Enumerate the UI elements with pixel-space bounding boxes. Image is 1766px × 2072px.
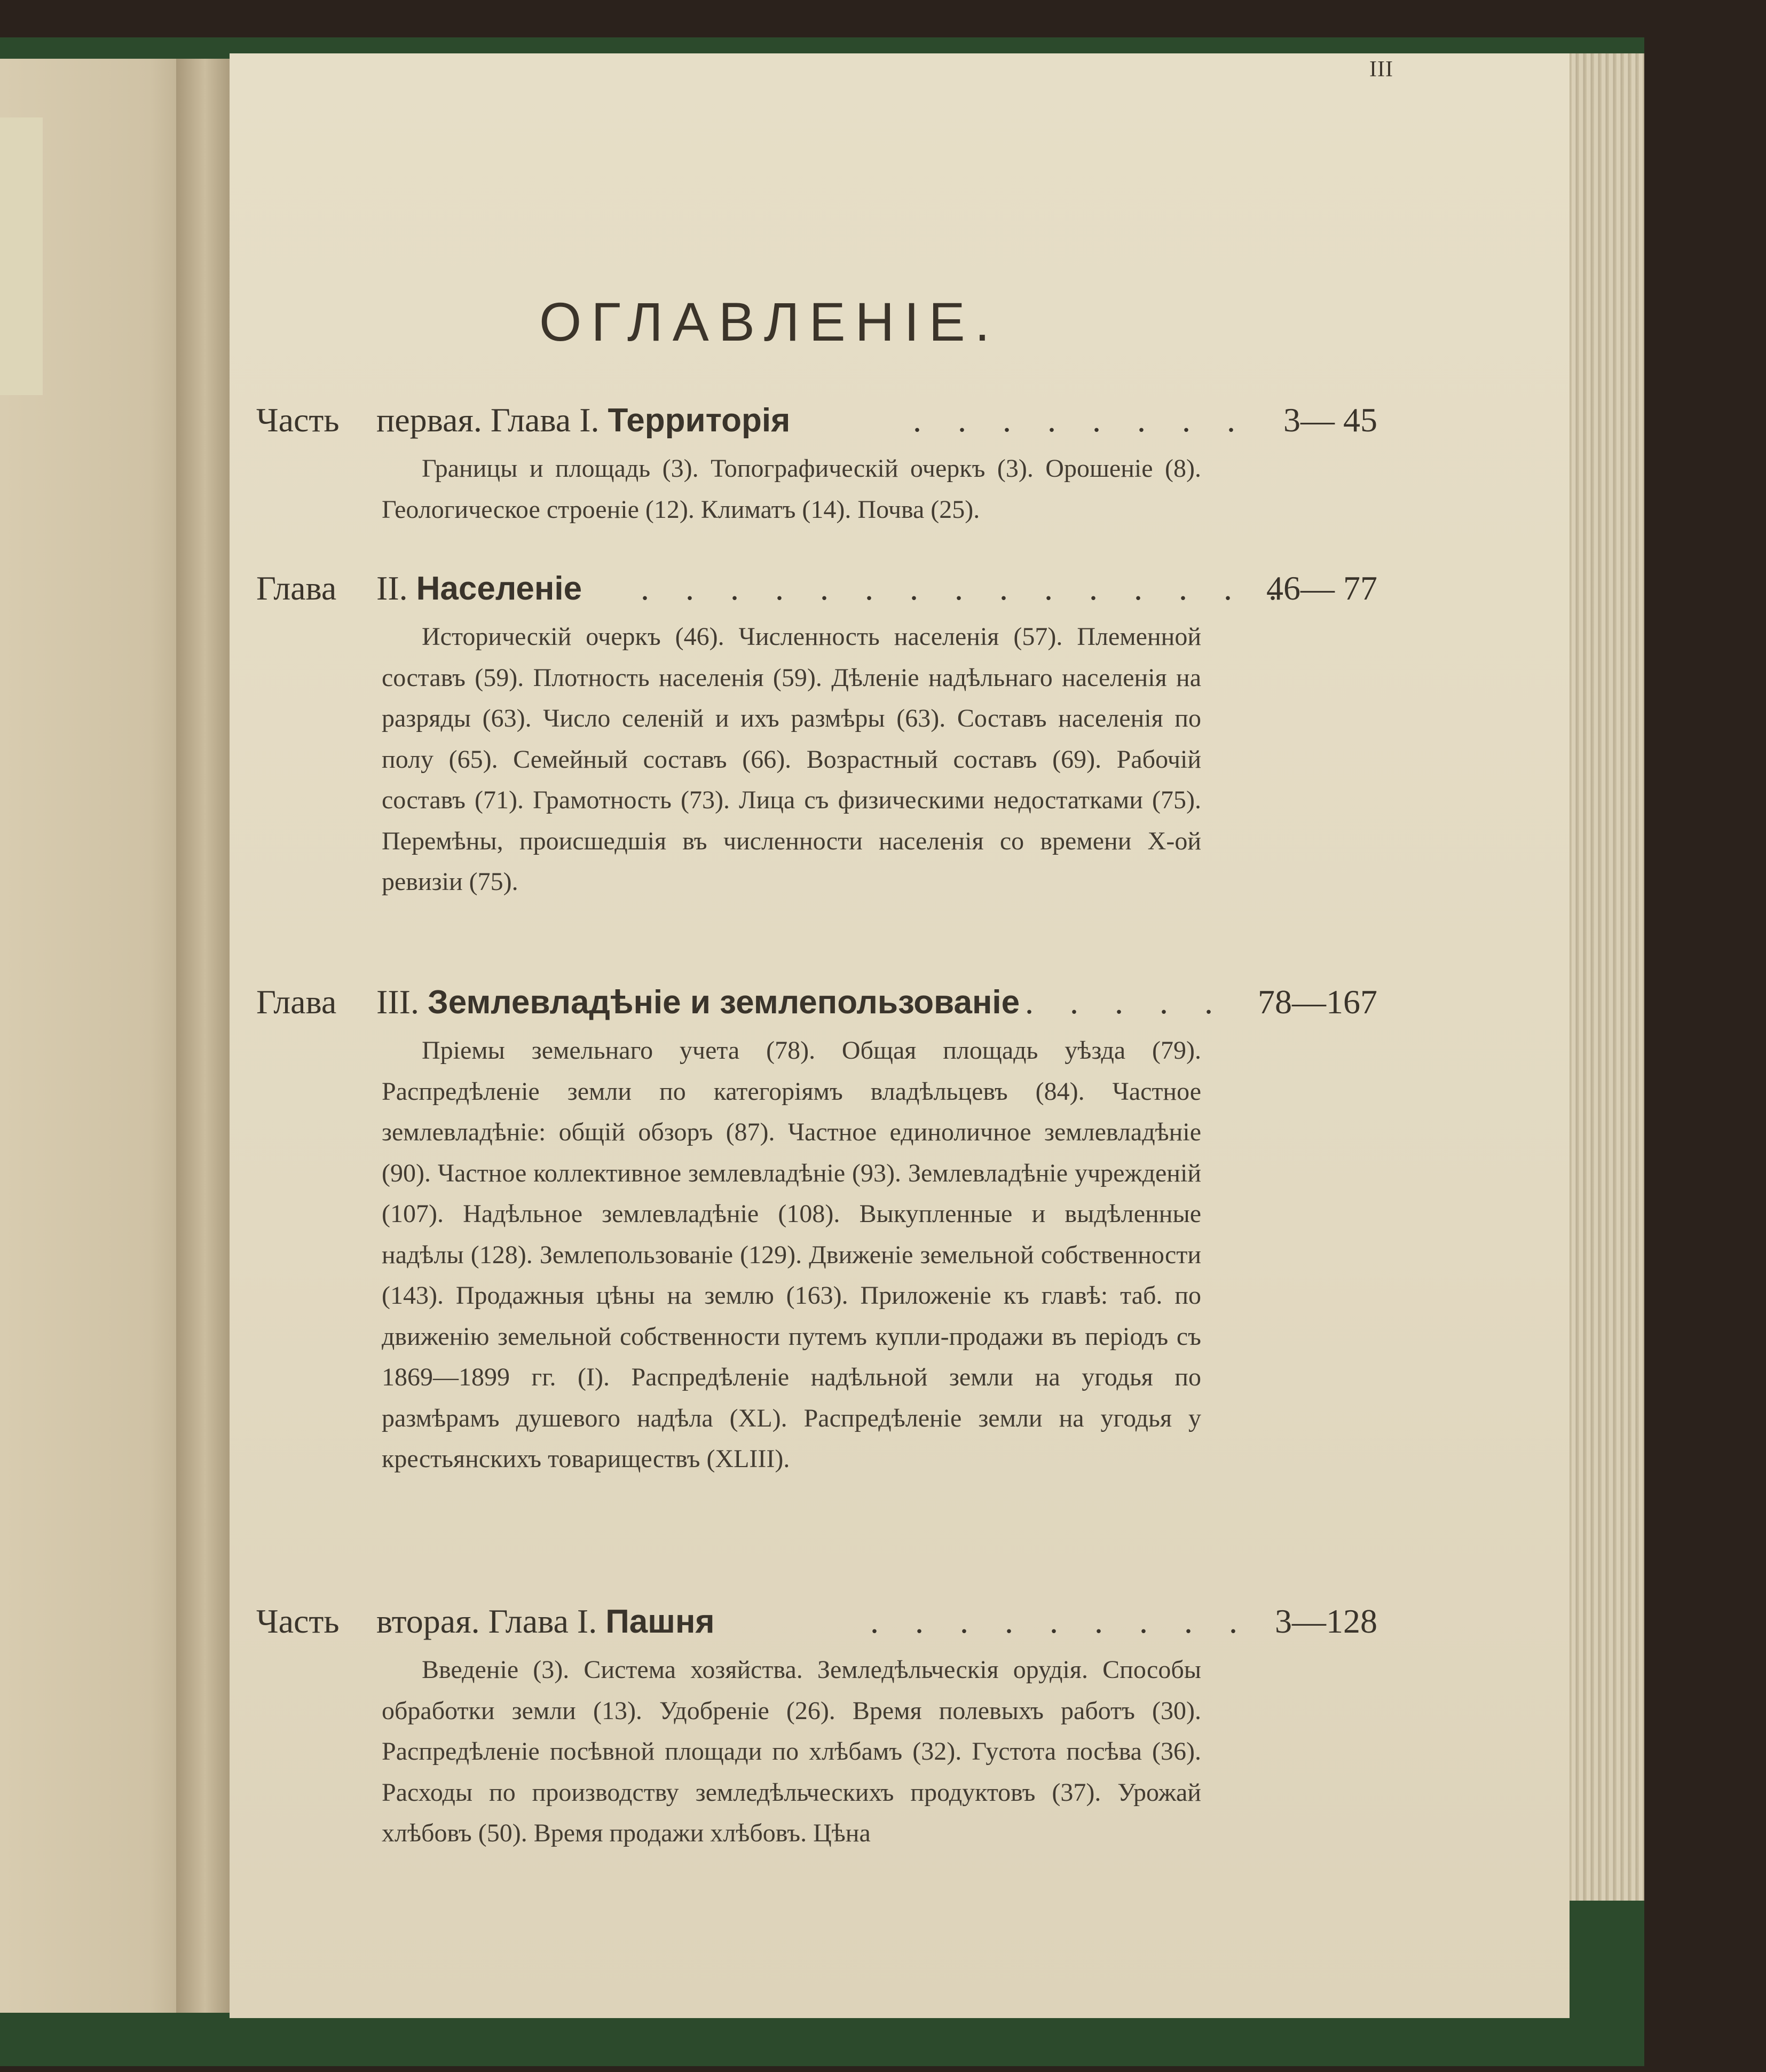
entry-heading-title: Населеніе	[416, 570, 582, 607]
entry-description-text: Введеніе (3). Система хозяйства. Земледѣльческія орудія. Способы обработки земли (13). Удобреніе (26). Время полевыхъ работъ (30). Распредѣленіе посѣвной площади по хлѣбамъ (32). Густота посѣва (36). Расходы по производству земледѣльческихъ продуктовъ (37). Урожай хлѣбовъ (50). Время продажи хлѣбовъ. Цѣна	[382, 1656, 1201, 1847]
entry-page-range: 3— 45	[1283, 401, 1377, 439]
entry-page-range: 3—128	[1275, 1602, 1377, 1640]
entry-label: Часть	[256, 401, 340, 439]
toc-entry-heading	[256, 400, 1377, 443]
toc-entry-heading	[256, 1602, 1377, 1644]
page-edges	[1564, 53, 1644, 1901]
leader-dots: . . . . . . . . . . . . . . .	[641, 569, 1291, 607]
entry-description-text: Историческій очеркъ (46). Численность населенія (57). Племенной составъ (59). Плотность населенія (59). Дѣленіе надѣльнаго населенія на разряды (63). Число селеній и ихъ размѣры (63). Составъ населенія по полу (65). Семейный составъ (66). Возрастный составъ (69). Рабочій составъ (71). Грамотность (73). Лица съ физическими недостатками (75). Перемѣны, происшедшія въ численности населенія со времени X-ой ревизіи (75).	[382, 623, 1201, 896]
entry-page-range: 78—167	[1258, 983, 1377, 1021]
leader-dots: . . . . . . . .	[913, 401, 1249, 439]
toc-entry-description	[382, 1650, 1201, 1854]
entry-heading-title: Землевладѣніе и землепользованіе	[427, 984, 1020, 1021]
left-page-paper-strip	[0, 117, 43, 395]
entry-page-range: 46— 77	[1266, 569, 1377, 607]
entry-description-text: Границы и площадь (3). Топографическій очеркъ (3). Орошеніе (8). Геологическое строеніе (12). Климатъ (14). Почва (25).	[382, 454, 1201, 524]
page-number: III	[1369, 57, 1393, 82]
table-of-contents-page	[230, 53, 1570, 2018]
toc-entry-heading	[256, 982, 1377, 1025]
toc-entry-description	[382, 1030, 1201, 1480]
entry-label: Глава	[256, 983, 337, 1021]
entry-heading-title: Пашня	[605, 1603, 715, 1640]
entry-heading-serif: первая. Глава I.	[376, 401, 600, 439]
entry-heading-serif: III.	[376, 983, 419, 1021]
toc-entry-heading	[256, 569, 1377, 611]
page-title: ОГЛАВЛЕНІЕ.	[539, 292, 1000, 352]
toc-entry-description	[382, 617, 1201, 903]
toc-entry-description	[382, 448, 1201, 530]
entry-heading-serif: вторая. Глава I.	[376, 1602, 597, 1640]
entry-label: Часть	[256, 1602, 340, 1640]
leader-dots: . . . . .	[1025, 983, 1227, 1021]
entry-description-text: Пріемы земельнаго учета (78). Общая площадь уѣзда (79). Распредѣленіе земли по категоріямъ владѣльцевъ (84). Частное землевладѣніе: общій обзоръ (87). Частное единоличное землевладѣніе (90). Частное коллективное землевладѣніе (93). Землевладѣніе учрежденій (107). Надѣльное землевладѣніе (108). Выкупленные и выдѣленные надѣлы (128). Землепользованіе (129). Движеніе земельной собственности (143). Продажныя цѣны на землю (163). Приложеніе къ главѣ: таб. по движенію земельной собственности путемъ купли-продажи въ періодъ съ 1869—1899 гг. (I). Распредѣленіе надѣльной земли на угодья по размѣрамъ душевого надѣла (XL). Распредѣленіе земли на угодья у крестьянскихъ товариществъ (XLIII).	[382, 1036, 1201, 1473]
entry-heading-title: Территорія	[608, 402, 791, 439]
entry-heading-serif: II.	[376, 569, 408, 607]
leader-dots: . . . . . . . . .	[870, 1602, 1251, 1640]
entry-label: Глава	[256, 569, 337, 607]
